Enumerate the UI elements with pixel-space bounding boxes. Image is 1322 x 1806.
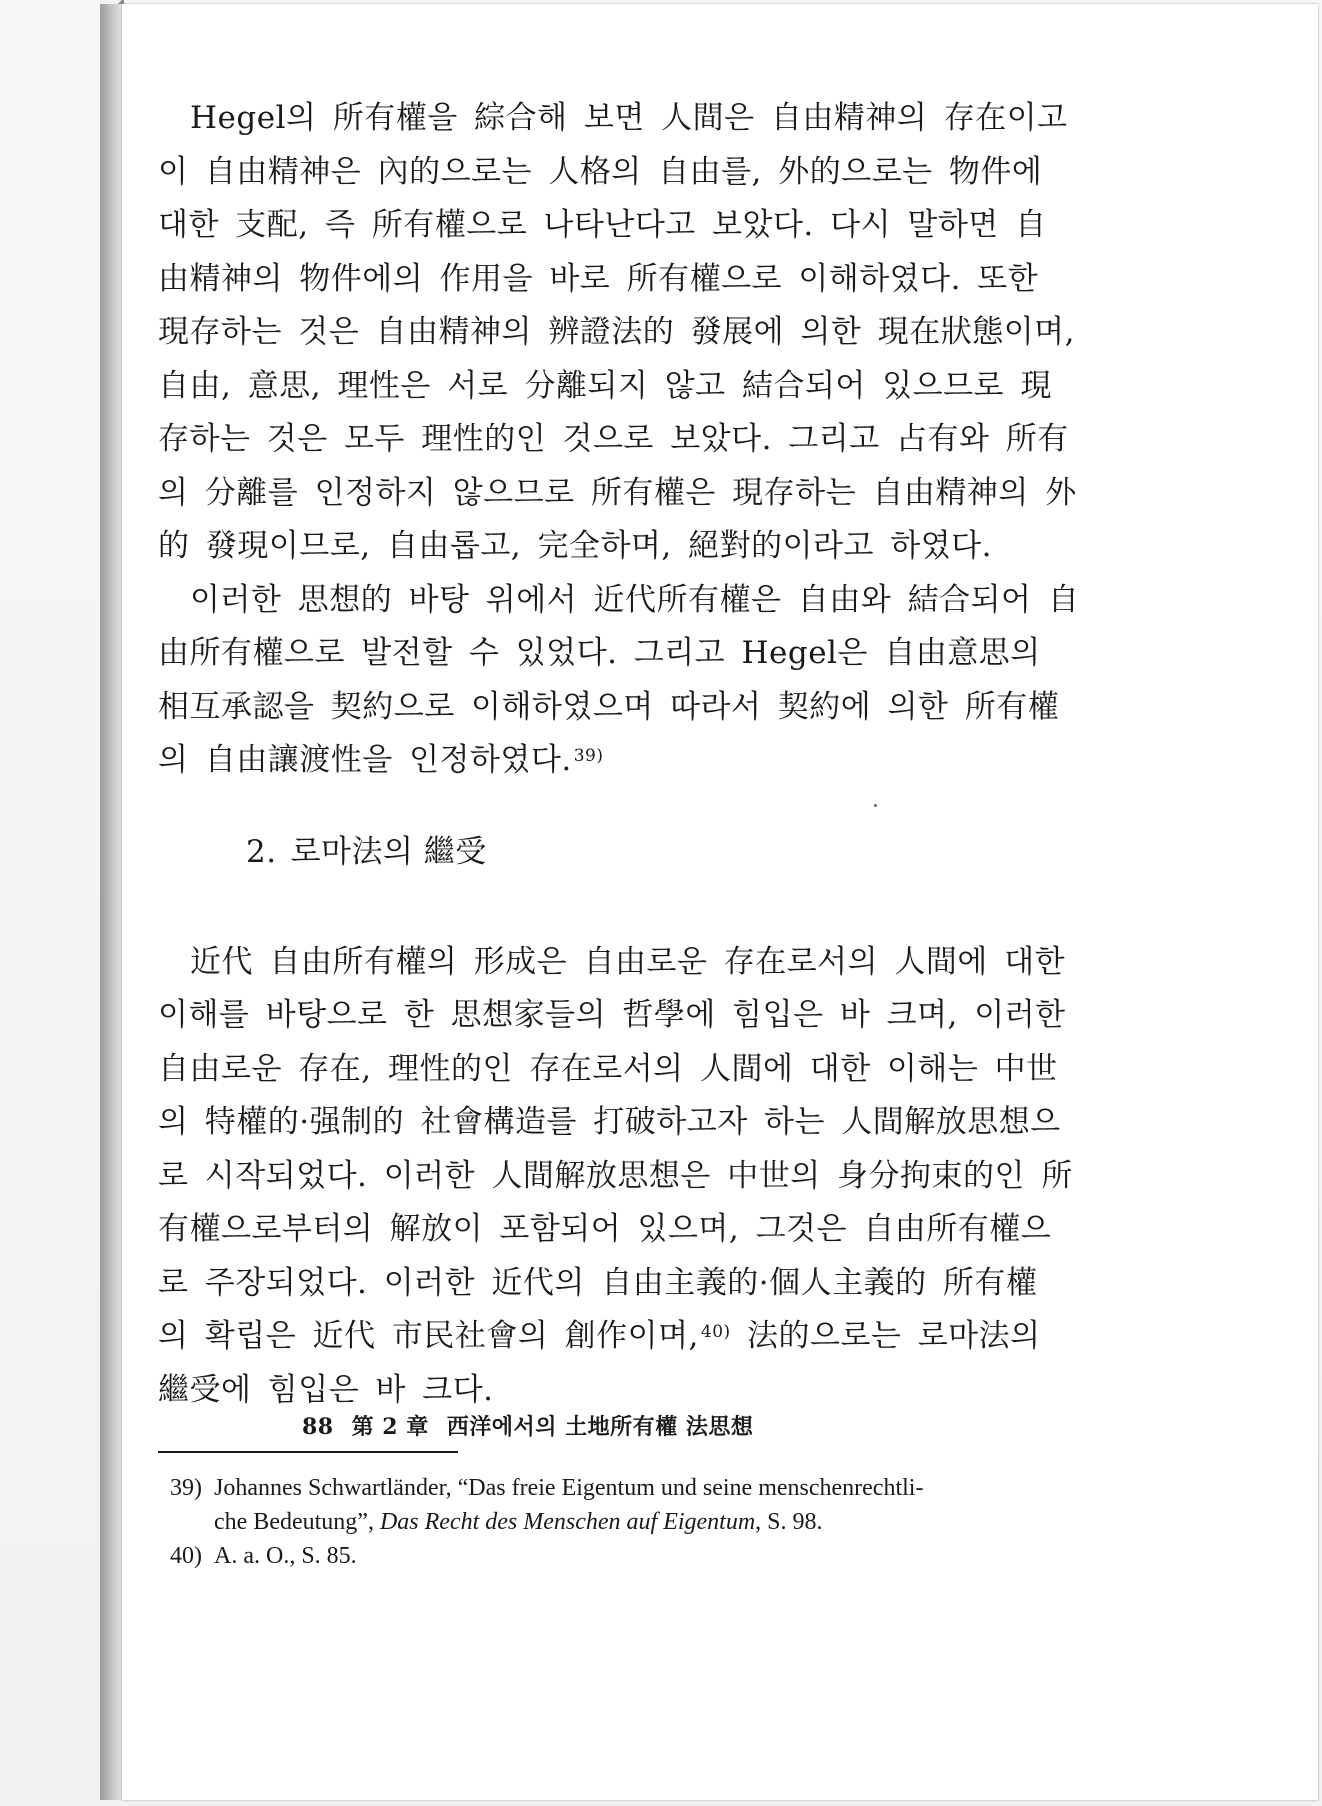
text-line: Hegel의 所有權을 綜合해 보면 人間은 自由精神의 存在이고 [190,100,1068,136]
section-number: 2. [246,833,277,870]
section-title: 로마法의 繼受 [290,833,487,870]
text-line: 이해를 바탕으로 한 思想家들의 哲學에 힘입은 바 크며, 이러한 [158,997,1066,1033]
text-line: 近代 自由所有權의 形成은 自由로운 存在로서의 人間에 대한 [190,943,1066,980]
paragraph-2 [158,574,1156,788]
footnote-book-title: Das Recht des Menschen auf Eigentum [379,1509,756,1535]
footnotes [158,1471,1156,1573]
text-line: 存하는 것은 모두 理性的인 것으로 보았다. 그리고 占有와 所有 [158,421,1069,457]
text-line: 有權으로부터의 解放이 포함되어 있으며, 그것은 自由所有權으 [158,1211,1052,1247]
page-number: 88 [302,1414,334,1440]
text-line: 相互承認을 契約으로 이해하였으며 따라서 契約에 의한 所有權 [158,688,1060,725]
text-line: 의 特權的·强制的 社會構造를 打破하고자 하는 人間解放思想으 [158,1104,1061,1140]
text-line: 由所有權으로 발전할 수 있었다. 그리고 Hegel은 自由意思의 [158,635,1041,671]
text-line-with-footnote [158,1310,1156,1364]
footnote-text: A. a. O., S. 85. [214,1543,357,1569]
page-body [158,92,1156,1573]
paragraph-1 [158,92,1156,574]
text-line: 自由로운 存在, 理性的인 存在로서의 人間에 대한 이해는 中世 [158,1050,1058,1087]
text-segment: 의 확립은 近代 市民社會의 創作이며, [158,1318,699,1354]
section-heading [158,826,1156,936]
footnote-divider [158,1451,458,1453]
text-line: 繼受에 힘입은 바 크다. [158,1371,494,1408]
text-line: 로 주장되었다. 이러한 近代의 自由主義的·個人主義的 所有權 [158,1264,1038,1301]
text-line: 이러한 思想的 바탕 위에서 近代所有權은 自由와 結合되어 自 [190,581,1080,618]
footnote-number: 40) [170,1543,202,1569]
scan-speck [874,804,877,807]
text-line: 이 自由精神은 內的으로는 人格의 自由를, 外的으로는 物件에 [158,153,1043,190]
page-spine [100,4,122,1800]
chapter-title: 西洋에서의 土地所有權 法思想 [446,1414,754,1440]
text-line: 의 分離를 인정하지 않으므로 所有權은 現存하는 自由精神의 外 [158,474,1077,511]
footnote-text: , S. 98. [755,1509,823,1535]
footnote-text: Johannes Schwartländer, “Das freie Eigentum und seine menschenrechtli- [214,1475,924,1501]
text-line: 的 發現이므로, 自由롭고, 完全하며, 絕對的이라고 하였다. [158,528,992,564]
footnote-number: 39) [170,1475,202,1501]
chapter-label: 第 2 章 [351,1414,429,1440]
footnote-ref-40[interactable]: 40) [700,1322,731,1342]
text-line: 로 시작되었다. 이러한 人間解放思想은 中世의 身分拘束的인 所 [158,1157,1073,1194]
running-footer [302,1410,753,1441]
footnote-39 [158,1471,1156,1539]
text-line-with-footnote [158,734,1156,788]
footnote-40 [158,1539,1156,1573]
paragraph-3 [158,936,1156,1418]
text-segment: 法的으로는 로마法의 [730,1318,1041,1354]
text-line: 現存하는 것은 自由精神의 辨證法的 發展에 의한 現在狀態이며, [158,314,1075,350]
text-line: 由精神의 物件에의 作用을 바로 所有權으로 이해하였다. 또한 [158,260,1039,297]
text-line: 의 自由讓渡性을 인정하였다. [158,742,572,778]
text-line: 自由, 意思, 理性은 서로 分離되지 않고 結合되어 있으므로 現 [158,367,1052,404]
footnote-text: che Bedeutung”, [214,1509,380,1535]
footnote-body [214,1471,1156,1539]
text-line: 대한 支配, 즉 所有權으로 나타난다고 보았다. 다시 말하면 自 [158,207,1047,243]
footnote-ref-39[interactable]: 39) [573,746,604,766]
